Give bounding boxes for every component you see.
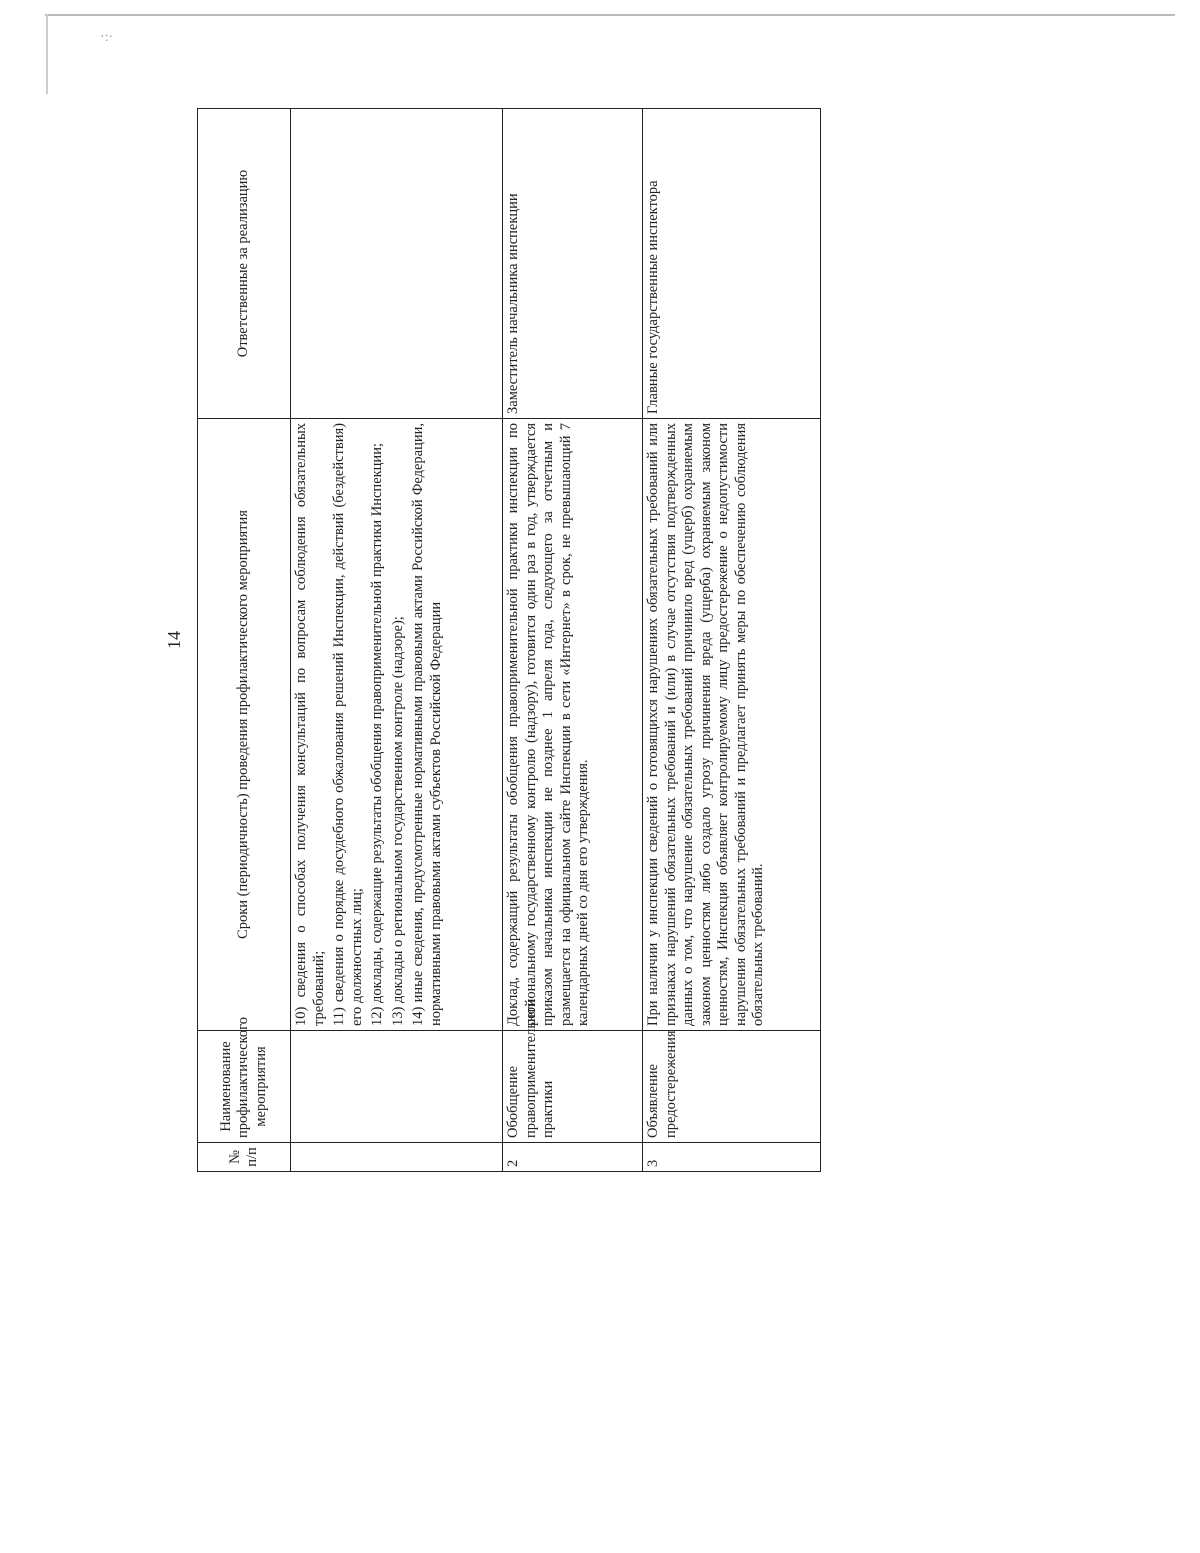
row1-item-14: 14) иные сведения, предусмотренные нормативными правовыми актами Российской Федерации, нормативными правовыми актами субъектов Российской Федерации <box>410 423 444 1026</box>
row1-item-13: 13) доклады о региональном государственном контроле (надзоре); <box>389 616 406 1026</box>
row1-num <box>291 1143 503 1172</box>
scan-edge-left <box>46 14 48 94</box>
header-terms: Сроки (периодичность) проведения профилактического мероприятия <box>198 419 291 1031</box>
row1-terms <box>291 419 503 1031</box>
row3-name: Объявление предостережения <box>643 1031 821 1143</box>
table-header-row <box>198 109 291 1172</box>
row1-item-11: 11) сведения о порядке досудебного обжалования решений Инспекции, действий (бездействия) его должностных лиц; <box>331 423 365 1026</box>
row2-num: 2 <box>503 1143 643 1172</box>
page-number: 14 <box>164 631 184 649</box>
table-row <box>291 109 503 1172</box>
row1-item-10: 10) сведения о способах получения консультаций по вопросам соблюдения обязательных требований; <box>293 423 327 1026</box>
table-row <box>503 109 643 1172</box>
scan-speck: ·:· <box>100 30 114 45</box>
row2-terms: Доклад, содержащий результаты обобщения правоприменительной практики инспекции по региональному государственному контролю (надзору), готовится один раз в год, утверждается приказом начальника инспекции не позднее 1 апреля года, следующего за отчетным и размещается на официальном сайте Инспекции в сети «Интернет» в срок, не превышающий 7 календарных дней со дня его утверждения. <box>503 419 643 1031</box>
row3-terms: При наличии у инспекции сведений о готовящихся нарушениях обязательных требований или признаках нарушений обязательных требований и (или) в случае отсутствия подтвержденных данных о том, что нарушение обязательных требований причинило вред (ущерб) охраняемым законом ценностям либо создало угрозу причинения вреда (ущерба) охраняемым законом ценностям, Инспекция объявляет контролируемому лицу предостережение о недопустимости нарушения обязательных требований и предлагает принять меры по обеспечению соблюдения обязательных требований. <box>643 419 821 1031</box>
row1-responsible <box>291 109 503 419</box>
table-row <box>643 109 821 1172</box>
header-name: Наименование профилактического мероприятия <box>198 1031 291 1143</box>
rotated-page <box>151 108 863 1172</box>
header-responsible: Ответственные за реализацию <box>198 109 291 419</box>
row2-name: Обобщение правоприменительной практики <box>503 1031 643 1143</box>
scan-edge-top <box>45 14 1175 16</box>
row1-item-12: 12) доклады, содержащие результаты обобщения правоприменительной практики Инспекции; <box>369 443 385 1026</box>
row3-num: 3 <box>643 1143 821 1172</box>
row2-responsible: Заместитель начальника инспекции <box>503 109 643 419</box>
header-num: № п/п <box>198 1143 291 1172</box>
row1-name <box>291 1031 503 1143</box>
measures-table <box>197 108 821 1172</box>
row3-responsible: Главные государственные инспектора <box>643 109 821 419</box>
